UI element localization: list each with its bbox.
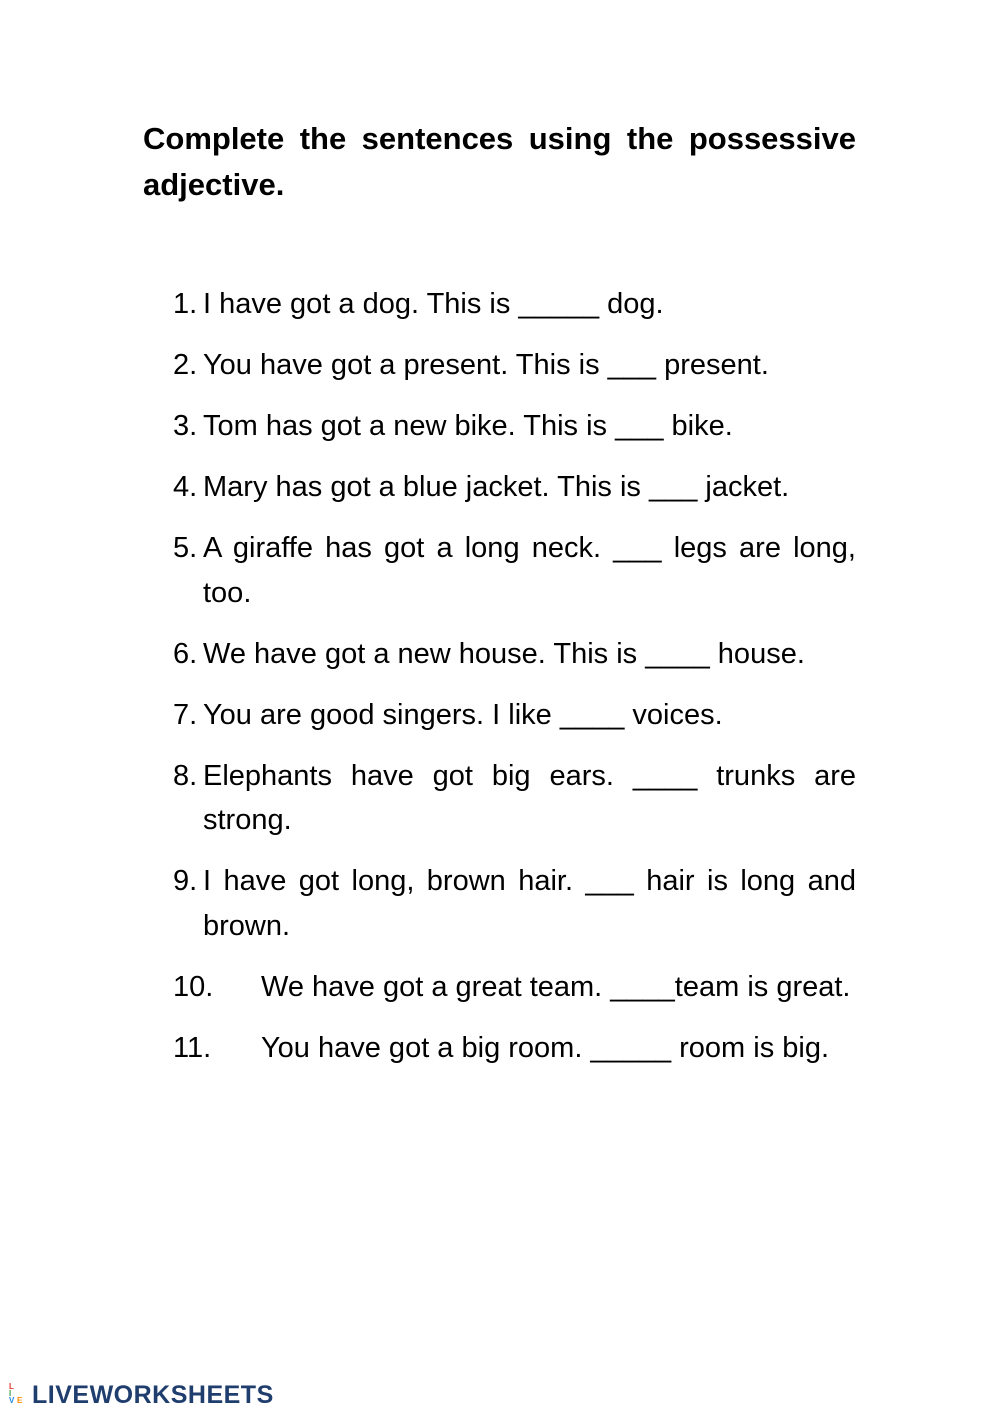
- item-text: You are good singers. I like ____ voices.: [203, 698, 723, 731]
- item-number: 4.: [173, 471, 198, 503]
- item-number: 7.: [173, 698, 198, 731]
- item-number: 5.: [173, 532, 198, 564]
- exercise-item-3: [173, 404, 856, 449]
- item-text: Tom has got a new bike. This is ___ bike.: [203, 410, 733, 442]
- item-text: Elephants have got big ears. ____ trunks are strong.: [203, 759, 856, 836]
- item-number: 6.: [173, 637, 198, 670]
- item-text: A giraffe has got a long neck. ___ legs are long, too.: [203, 532, 856, 609]
- item-number: 8.: [173, 759, 198, 792]
- logo-mark-letter: L: [9, 1382, 14, 1391]
- item-text: I have got long, brown hair. ___ hair is long and brown.: [203, 865, 856, 942]
- item-number: 10.: [173, 970, 214, 1003]
- item-text: I have got a dog. This is _____ dog.: [203, 288, 664, 320]
- item-number: 11.: [173, 1031, 212, 1064]
- exercise-list: [173, 282, 856, 1087]
- liveworksheets-logo[interactable]: [8, 1381, 274, 1409]
- logo-mark-letter: E: [17, 1396, 23, 1405]
- exercise-item-11: [173, 1026, 856, 1071]
- item-number: 3.: [173, 410, 198, 442]
- item-text: You have got a big room. _____ room is big.: [261, 1031, 830, 1064]
- logo-mark-letter: I: [9, 1389, 12, 1398]
- exercise-item-10: [173, 965, 856, 1010]
- exercise-item-4: [173, 465, 856, 510]
- exercise-item-7: [173, 693, 856, 738]
- logo-text: LIVEWORKSHEETS: [32, 1380, 274, 1409]
- item-text: We have got a new house. This is ____ house.: [203, 637, 805, 670]
- item-text: We have got a great team. ____team is great.: [261, 970, 851, 1003]
- exercise-item-9: [173, 859, 856, 948]
- page-title: Complete the sentences using the possessive adjective.: [143, 121, 856, 202]
- logo-mark-letter: V: [9, 1396, 15, 1405]
- exercise-item-2: [173, 343, 856, 388]
- liveworksheets-logo-icon: [8, 1382, 30, 1408]
- item-text: Mary has got a blue jacket. This is ___ jacket.: [203, 471, 790, 503]
- item-number: 9.: [173, 865, 198, 897]
- exercise-item-1: [173, 282, 856, 327]
- exercise-item-6: [173, 632, 856, 677]
- item-text: You have got a present. This is ___ present.: [203, 349, 769, 381]
- exercise-item-5: [173, 526, 856, 615]
- item-number: 2.: [173, 349, 198, 381]
- exercise-item-8: [173, 754, 856, 843]
- item-number: 1.: [173, 288, 198, 320]
